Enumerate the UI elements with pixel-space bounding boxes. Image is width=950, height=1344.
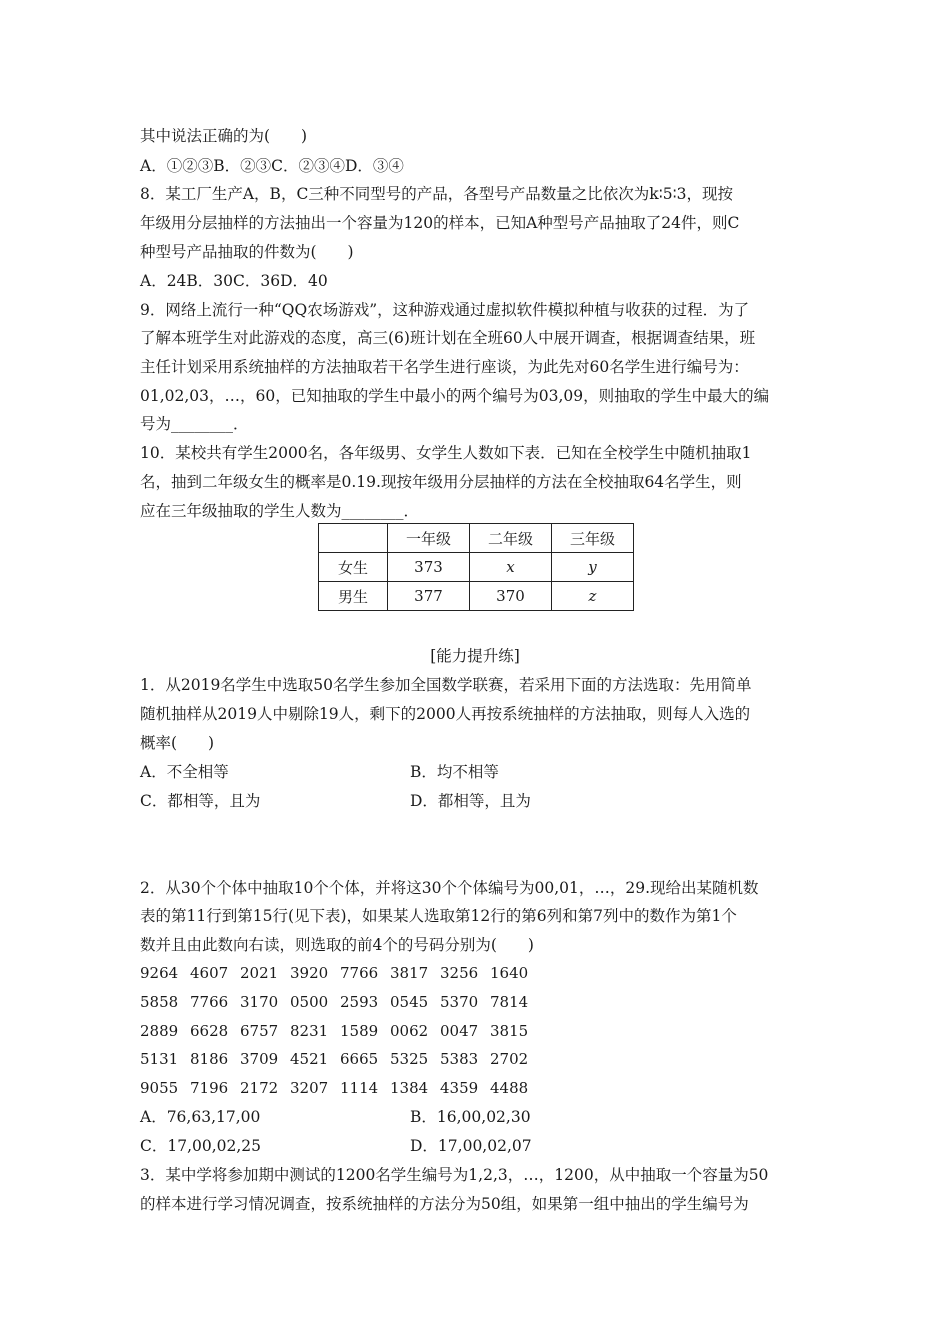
p1-line-1: 1．从2019名学生中选取50名学生参加全国数学联赛，若采用下面的方法选取：先用简单 xyxy=(140,676,752,694)
p1-option-a: A．不全相等 xyxy=(140,763,229,781)
random-number: 2889 xyxy=(140,1022,179,1040)
random-number: 8186 xyxy=(190,1050,229,1068)
random-number: 3170 xyxy=(240,993,279,1011)
p2-line-2: 表的第11行到第15行(见下表)，如果某人选取第12行的第6列和第7列中的数作为第1个 xyxy=(140,907,737,925)
random-number: 2702 xyxy=(490,1050,529,1068)
random-table-row xyxy=(140,1078,540,1098)
random-number: 0500 xyxy=(290,993,329,1011)
random-number: 5858 xyxy=(140,993,179,1011)
q8-line-1: 8．某工厂生产A，B，C三种不同型号的产品，各型号产品数量之比依次为k∶5∶3，现按 xyxy=(140,185,733,203)
p2-option-d: D．17,00,02,07 xyxy=(410,1137,532,1155)
q8-options: A．24B．30C．36D．40 xyxy=(140,272,328,290)
random-number: 3256 xyxy=(440,964,479,982)
random-number: 4521 xyxy=(290,1050,329,1068)
p2-line-1: 2．从30个个体中抽取10个个体，并将这30个个体编号为00,01，…，29.现给出某随机数 xyxy=(140,879,759,897)
random-number: 6665 xyxy=(340,1050,379,1068)
random-number: 5325 xyxy=(390,1050,429,1068)
grade-table-row-label: 女生 xyxy=(319,553,388,582)
grade-table-row xyxy=(319,553,634,582)
random-number: 3207 xyxy=(290,1079,329,1097)
random-table-row xyxy=(140,1021,540,1041)
grade-table-cell: y xyxy=(552,553,634,582)
grade-table-header-row xyxy=(319,524,634,553)
p1-line-3: 概率( ) xyxy=(140,734,215,752)
random-table-row xyxy=(140,992,540,1012)
random-number: 4607 xyxy=(190,964,229,982)
random-number: 1640 xyxy=(490,964,529,982)
p2-option-b: B．16,00,02,30 xyxy=(410,1108,531,1126)
random-number: 6628 xyxy=(190,1022,229,1040)
grade-table-cell: 377 xyxy=(388,582,470,611)
q10-line-2: 名，抽到二年级女生的概率是0.19.现按年级用分层抽样的方法在全校抽取64名学生，则 xyxy=(140,473,742,491)
random-number: 5383 xyxy=(440,1050,479,1068)
q7-stem-end: 其中说法正确的为( ) xyxy=(140,127,308,145)
section-title: [能力提升练] xyxy=(430,647,520,665)
grade-table-cell: x xyxy=(470,553,552,582)
q10-line-3: 应在三年级抽取的学生人数为________． xyxy=(140,502,420,520)
random-number: 8231 xyxy=(290,1022,329,1040)
random-number: 9264 xyxy=(140,964,179,982)
grade-table-cell: 370 xyxy=(470,582,552,611)
p2-option-c: C．17,00,02,25 xyxy=(140,1137,262,1155)
p2-option-a: A．76,63,17,00 xyxy=(140,1108,261,1126)
q9-line-3: 主任计划采用系统抽样的方法抽取若干名学生进行座谈，为此先对60名学生进行编号为： xyxy=(140,358,749,376)
q9-line-2: 了解本班学生对此游戏的态度，高三(6)班计划在全班60人中展开调查，根据调查结果，班 xyxy=(140,329,756,347)
random-number: 4359 xyxy=(440,1079,479,1097)
random-number: 9055 xyxy=(140,1079,179,1097)
q10-line-1: 10．某校共有学生2000名，各年级男、女学生人数如下表．已知在全校学生中随机抽取1 xyxy=(140,444,752,462)
random-number: 0545 xyxy=(390,993,429,1011)
grade-table-header: 二年级 xyxy=(470,524,552,553)
random-number: 2021 xyxy=(240,964,279,982)
grade-table-header: 三年级 xyxy=(552,524,634,553)
random-number: 1589 xyxy=(340,1022,379,1040)
grade-table-row xyxy=(319,582,634,611)
grade-table xyxy=(318,523,634,611)
p1-option-b: B．均不相等 xyxy=(410,763,499,781)
p1-option-d: D．都相等，且为 xyxy=(410,792,531,810)
random-number: 7196 xyxy=(190,1079,229,1097)
random-number: 1384 xyxy=(390,1079,429,1097)
random-number: 3815 xyxy=(490,1022,529,1040)
random-number: 5131 xyxy=(140,1050,179,1068)
random-number: 7766 xyxy=(190,993,229,1011)
random-number: 2593 xyxy=(340,993,379,1011)
random-number: 3817 xyxy=(390,964,429,982)
p2-line-3: 数并且由此数向右读，则选取的前4个的号码分别为( ) xyxy=(140,936,534,954)
q7-options: A．①②③B．②③C．②③④D．③④ xyxy=(140,157,404,175)
p1-option-c: C．都相等，且为 xyxy=(140,792,261,810)
q8-line-2: 年级用分层抽样的方法抽出一个容量为120的样本，已知A种型号产品抽取了24件，则C xyxy=(140,214,740,232)
grade-table-cell: 373 xyxy=(388,553,470,582)
q9-line-1: 9．网络上流行一种“QQ农场游戏”，这种游戏通过虚拟软件模拟种植与收获的过程．为了 xyxy=(140,301,750,319)
q9-line-4: 01,02,03，…，60，已知抽取的学生中最小的两个编号为03,09，则抽取的学生中最大的编 xyxy=(140,387,770,405)
grade-table-corner xyxy=(319,524,388,553)
random-table-row xyxy=(140,1049,540,1069)
random-number: 7814 xyxy=(490,993,529,1011)
random-number: 2172 xyxy=(240,1079,279,1097)
q9-line-5: 号为________． xyxy=(140,415,249,433)
grade-table-cell: z xyxy=(552,582,634,611)
random-number: 7766 xyxy=(340,964,379,982)
random-number: 4488 xyxy=(490,1079,529,1097)
random-number: 5370 xyxy=(440,993,479,1011)
p1-line-2: 随机抽样从2019人中剔除19人，剩下的2000人再按系统抽样的方法抽取，则每人入选的 xyxy=(140,705,751,723)
random-number: 3920 xyxy=(290,964,329,982)
random-number: 1114 xyxy=(340,1079,379,1097)
grade-table-row-label: 男生 xyxy=(319,582,388,611)
p3-line-1: 3．某中学将参加期中测试的1200名学生编号为1,2,3，…，1200，从中抽取一个容量为50 xyxy=(140,1166,769,1184)
q8-line-3: 种型号产品抽取的件数为( ) xyxy=(140,243,354,261)
p3-line-2: 的样本进行学习情况调查，按系统抽样的方法分为50组，如果第一组中抽出的学生编号为 xyxy=(140,1195,749,1213)
random-number: 6757 xyxy=(240,1022,279,1040)
random-table-row xyxy=(140,963,540,983)
random-number: 0062 xyxy=(390,1022,429,1040)
random-number: 0047 xyxy=(440,1022,479,1040)
grade-table-header: 一年级 xyxy=(388,524,470,553)
random-number: 3709 xyxy=(240,1050,279,1068)
